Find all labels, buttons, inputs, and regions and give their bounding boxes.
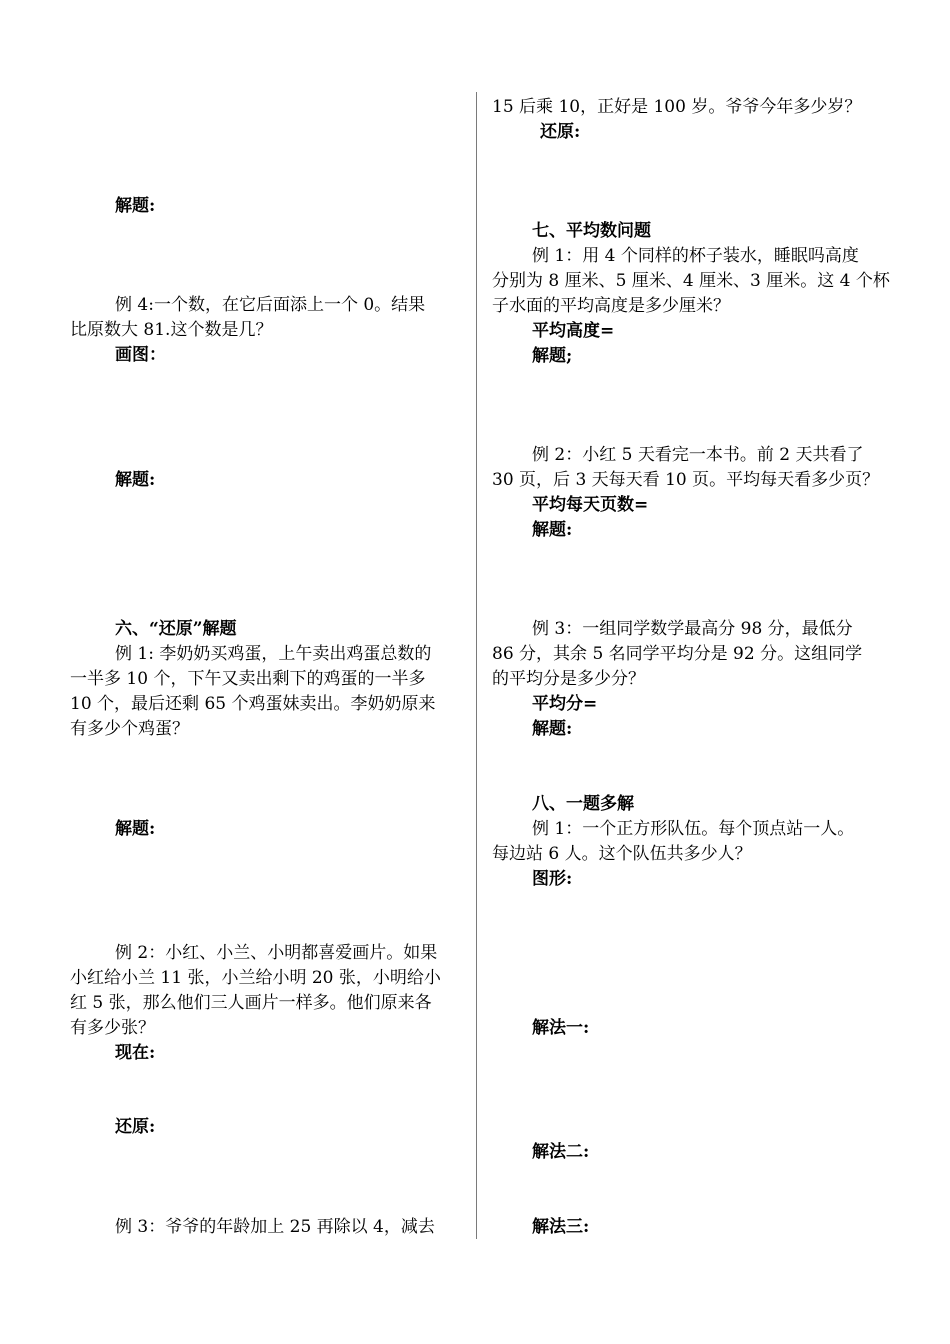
method-1-label: 解法一: [532,1018,590,1038]
section-7-example-3-line: 例 3：一组同学数学最高分 98 分，最低分 [532,619,853,639]
section-6-example-2-line: 例 2：小红、小兰、小明都喜爱画片。如果 [115,943,438,963]
section-8-title: 八、一题多解 [532,794,634,814]
section-6-example-1-line: 例 1: 李奶奶买鸡蛋，上午卖出鸡蛋总数的 [115,644,432,664]
solve-label: 解题: [115,470,156,490]
section-6-example-2-line: 有多少张？ [70,1018,155,1038]
column-divider [476,92,477,1239]
section-6-example-1-line: 有多少个鸡蛋？ [70,719,189,739]
section-6-title: 六、“还原”解题 [115,619,237,639]
section-7-example-3-line: 86 分，其余 5 名同学平均分是 92 分。这组同学 [492,644,863,664]
solve-label: 解题: [532,719,573,739]
solve-label: 解题; [532,346,573,366]
section-6-example-1-line: 10 个，最后还剩 65 个鸡蛋妹卖出。李奶奶原来 [70,694,436,714]
average-pages-label: 平均每天页数= [532,495,649,515]
average-height-label: 平均高度= [532,321,615,341]
example-4-line: 比原数大 81.这个数是几？ [70,320,273,340]
section-6-example-2-line: 红 5 张，那么他们三人画片一样多。他们原来各 [70,993,432,1013]
method-3-label: 解法三: [532,1217,590,1237]
method-2-label: 解法二: [532,1142,590,1162]
section-8-example-1-line: 例 1：一个正方形队伍。每个顶点站一人。 [532,819,855,839]
section-8-example-1-line: 每边站 6 人。这个队伍共多少人？ [492,844,752,864]
figure-label: 图形: [532,869,573,889]
section-7-example-1-line: 子水面的平均高度是多少厘米？ [492,296,730,316]
example-4-line: 例 4:一个数，在它后面添上一个 0。结果 [115,295,426,315]
solve-label: 解题: [115,819,156,839]
section-7-title: 七、平均数问题 [532,221,651,241]
solve-label: 解题: [115,196,156,216]
average-score-label: 平均分= [532,694,598,714]
restore-label: 还原: [540,122,581,142]
section-6-example-2-line: 小红给小兰 11 张，小兰给小明 20 张，小明给小 [70,968,441,988]
section-6-example-3-line: 例 3：爷爷的年龄加上 25 再除以 4，减去 [115,1217,435,1237]
section-7-example-3-line: 的平均分是多少分？ [492,669,645,689]
solve-label: 解题: [532,520,573,540]
section-7-example-1-line: 分别为 8 厘米、5 厘米、4 厘米、3 厘米。这 4 个杯 [492,271,890,291]
restore-label: 还原: [115,1117,156,1137]
section-6-example-3-line: 15 后乘 10，正好是 100 岁。爷爷今年多少岁？ [492,97,862,117]
section-6-example-1-line: 一半多 10 个，下午又卖出剩下的鸡蛋的一半多 [70,669,426,689]
section-7-example-1-line: 例 1：用 4 个同样的杯子装水，睡眠吗高度 [532,246,859,266]
now-label: 现在: [115,1043,156,1063]
section-7-example-2-line: 30 页，后 3 天每天看 10 页。平均每天看多少页？ [492,470,880,490]
draw-label: 画图： [115,345,166,365]
section-7-example-2-line: 例 2：小红 5 天看完一本书。前 2 天共看了 [532,445,864,465]
